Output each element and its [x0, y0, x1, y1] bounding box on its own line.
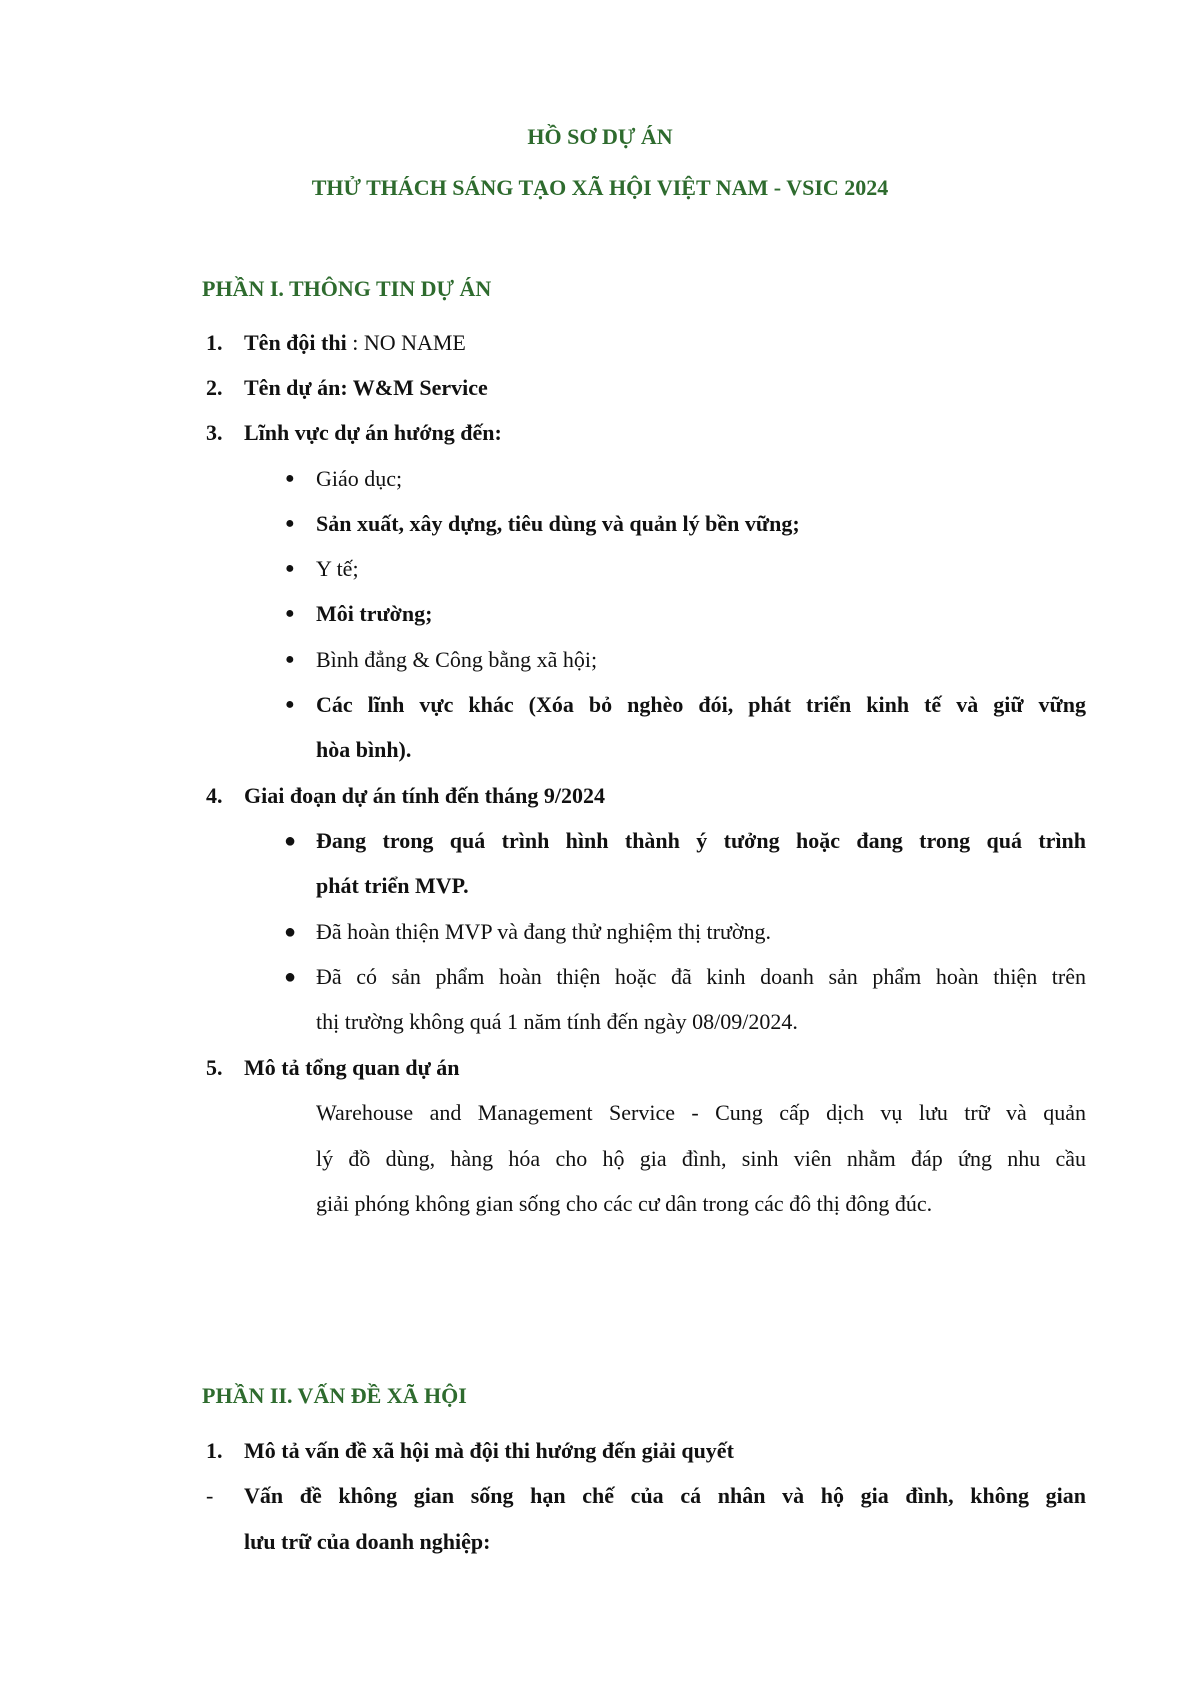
overview-paragraph-line: lý đồ dùng, hàng hóa cho hộ gia đình, sinh viên nhằm đáp ứng nhu cầu	[316, 1146, 1086, 1171]
bullet-text-continued: thị trường không quá 1 năm tính đến ngày 08/09/2024.	[316, 1009, 798, 1034]
bullet-text: Bình đẳng & Công bằng xã hội;	[316, 647, 598, 672]
bullet-text: Đã có sản phẩm hoàn thiện hoặc đã kinh doanh sản phẩm hoàn thiện trên	[316, 964, 1086, 989]
fields-label: Lĩnh vực dự án hướng đến:	[244, 420, 502, 445]
overview-paragraph-line: giải phóng không gian sống cho các cư dân trong các đô thị đông đúc.	[316, 1191, 933, 1216]
bullet-text: Giáo dục;	[316, 466, 403, 491]
dash-text: Vấn đề không gian sống hạn chế của cá nhân và hộ gia đình, không gian	[244, 1483, 1086, 1508]
bullet-icon: ●	[285, 560, 295, 577]
stage-label: Giai đoạn dự án tính đến tháng 9/2024	[244, 783, 606, 808]
bullet-icon: ●	[284, 966, 297, 988]
bullet-text: Sản xuất, xây dựng, tiêu dùng và quản lý bền vững;	[316, 511, 800, 536]
bullet-text: Đã hoàn thiện MVP và đang thử nghiệm thị trường.	[316, 919, 772, 944]
list-number: 4.	[206, 783, 223, 808]
list-number: 5.	[206, 1055, 223, 1080]
bullet-text: Các lĩnh vực khác (Xóa bỏ nghèo đói, phát triển kinh tế và giữ vững	[316, 692, 1086, 717]
bullet-icon: ●	[285, 515, 295, 532]
dash-text-continued: lưu trữ của doanh nghiệp:	[244, 1529, 491, 1554]
overview-label: Mô tả tổng quan dự án	[244, 1055, 460, 1080]
bullet-icon: ●	[285, 470, 295, 487]
section-heading-part2: PHẦN II. VẤN ĐỀ XÃ HỘI	[202, 1383, 467, 1408]
document-subtitle: THỬ THÁCH SÁNG TẠO XÃ HỘI VIỆT NAM - VSIC 2024	[311, 175, 889, 200]
bullet-text: Môi trường;	[316, 601, 433, 626]
team-name-value: : NO NAME	[346, 330, 466, 355]
list-number: 3.	[206, 420, 223, 445]
team-name-label: Tên đội thi	[244, 330, 347, 355]
list-number: 2.	[206, 375, 223, 400]
social-problem-label: Mô tả vấn đề xã hội mà đội thi hướng đến giải quyết	[244, 1438, 734, 1463]
overview-paragraph-line: Warehouse and Management Service - Cung cấp dịch vụ lưu trữ và quản	[316, 1100, 1086, 1125]
bullet-text-continued: phát triển MVP.	[316, 873, 469, 898]
bullet-icon: ●	[285, 651, 295, 668]
project-name-label: Tên dự án: W&M Service	[244, 375, 488, 400]
bullet-icon: ●	[285, 696, 295, 713]
list-number: 1.	[206, 1438, 223, 1463]
list-number: 1.	[206, 330, 223, 355]
dash-marker: -	[206, 1483, 214, 1508]
document-title: HỒ SƠ DỰ ÁN	[527, 124, 673, 149]
bullet-icon: ●	[284, 830, 297, 852]
bullet-icon: ●	[285, 605, 295, 622]
section-heading-part1: PHẦN I. THÔNG TIN DỰ ÁN	[202, 276, 492, 301]
bullet-text: Y tế;	[316, 556, 359, 581]
bullet-text: Đang trong quá trình hình thành ý tưởng hoặc đang trong quá trình	[316, 828, 1086, 853]
bullet-text-continued: hòa bình).	[316, 737, 412, 762]
bullet-icon: ●	[284, 921, 297, 943]
